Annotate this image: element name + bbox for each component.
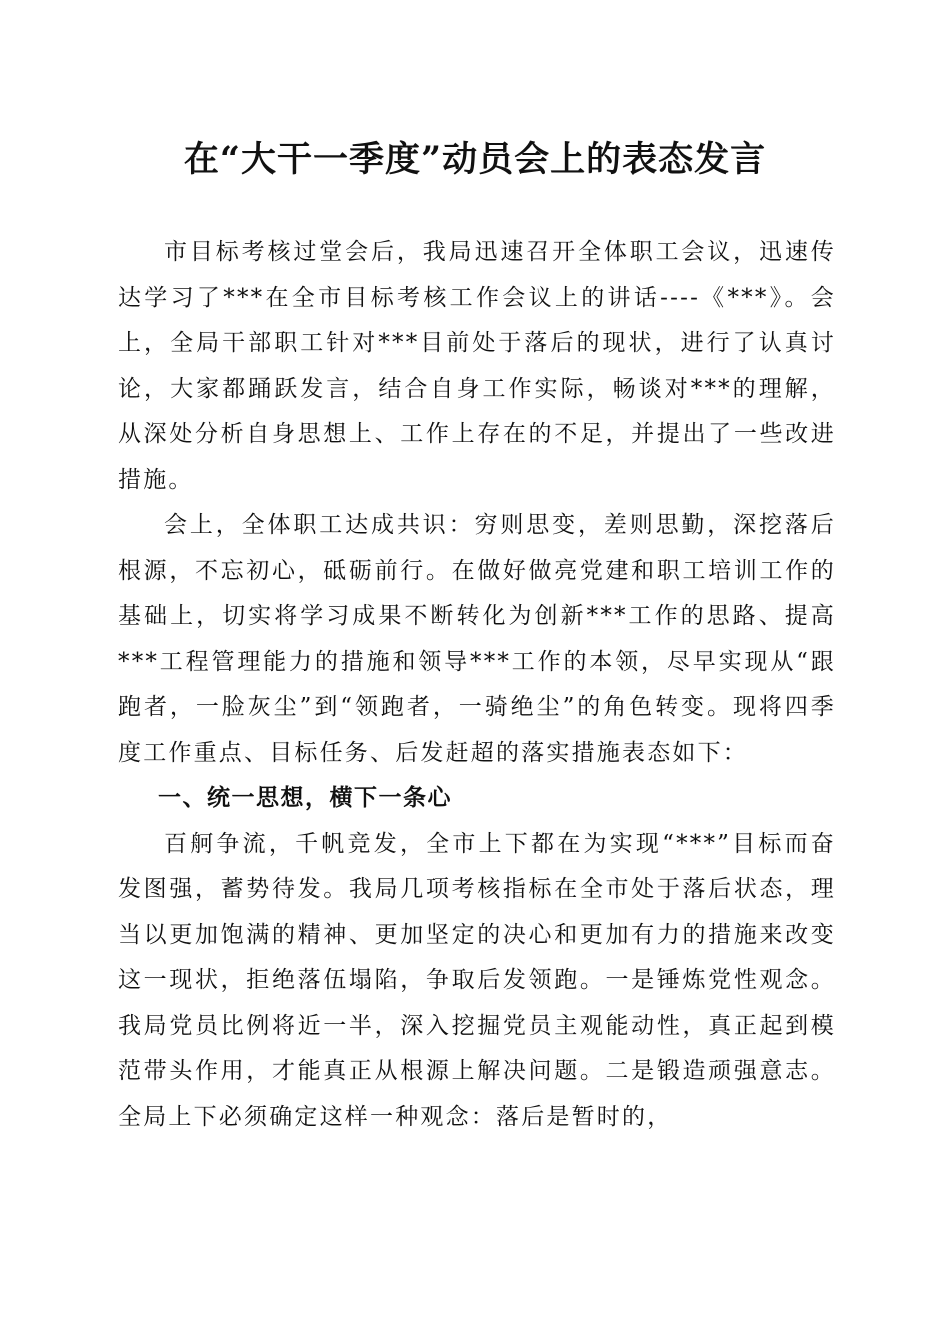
paragraph-consensus: 会上，全体职工达成共识：穷则思变，差则思勤，深挖落后根源，不忘初心，砥砺前行。在做好做亮党建和职工培训工作的基础上，切实将学习成果不断转化为创新***工作的思路、提高***工程管理能力的措施和领导***工作的本领，尽早实现从“跟跑者，一脸灰尘”到“领跑者，一骑绝尘”的角色转变。现将四季度工作重点、目标任务、后发赶超的落实措施表态如下： — [118, 512, 836, 766]
section-heading-1: 一、统一思想，横下一条心 — [158, 785, 452, 811]
document-title: 在“大干一季度”动员会上的表态发言 — [183, 139, 767, 180]
paragraph-section-1: 百舸争流，千帆竞发，全市上下都在为实现“***”目标而奋发图强，蓄势待发。我局几项考核指标在全市处于落后状态，理当以更加饱满的精神、更加坚定的决心和更加有力的措施来改变这一现状，拒绝落伍塌陷，争取后发领跑。一是锤炼党性观念。我局党员比例将近一半，深入挖掘党员主观能动性，真正起到模范带头作用，才能真正从根源上解决问题。二是锻造顽强意志。全局上下必须确定这样一种观念：落后是暂时的， — [118, 830, 836, 1130]
paragraph-intro: 市目标考核过堂会后，我局迅速召开全体职工会议，迅速传达学习了***在全市目标考核工作会议上的讲话----《***》。会上，全局干部职工针对***目前处于落后的现状，进行了认真讨论，大家都踊跃发言，结合自身工作实际，畅谈对***的理解，从深处分析自身思想上、工作上存在的不足，并提出了一些改进措施。 — [118, 239, 836, 493]
document-body — [118, 230, 836, 1140]
